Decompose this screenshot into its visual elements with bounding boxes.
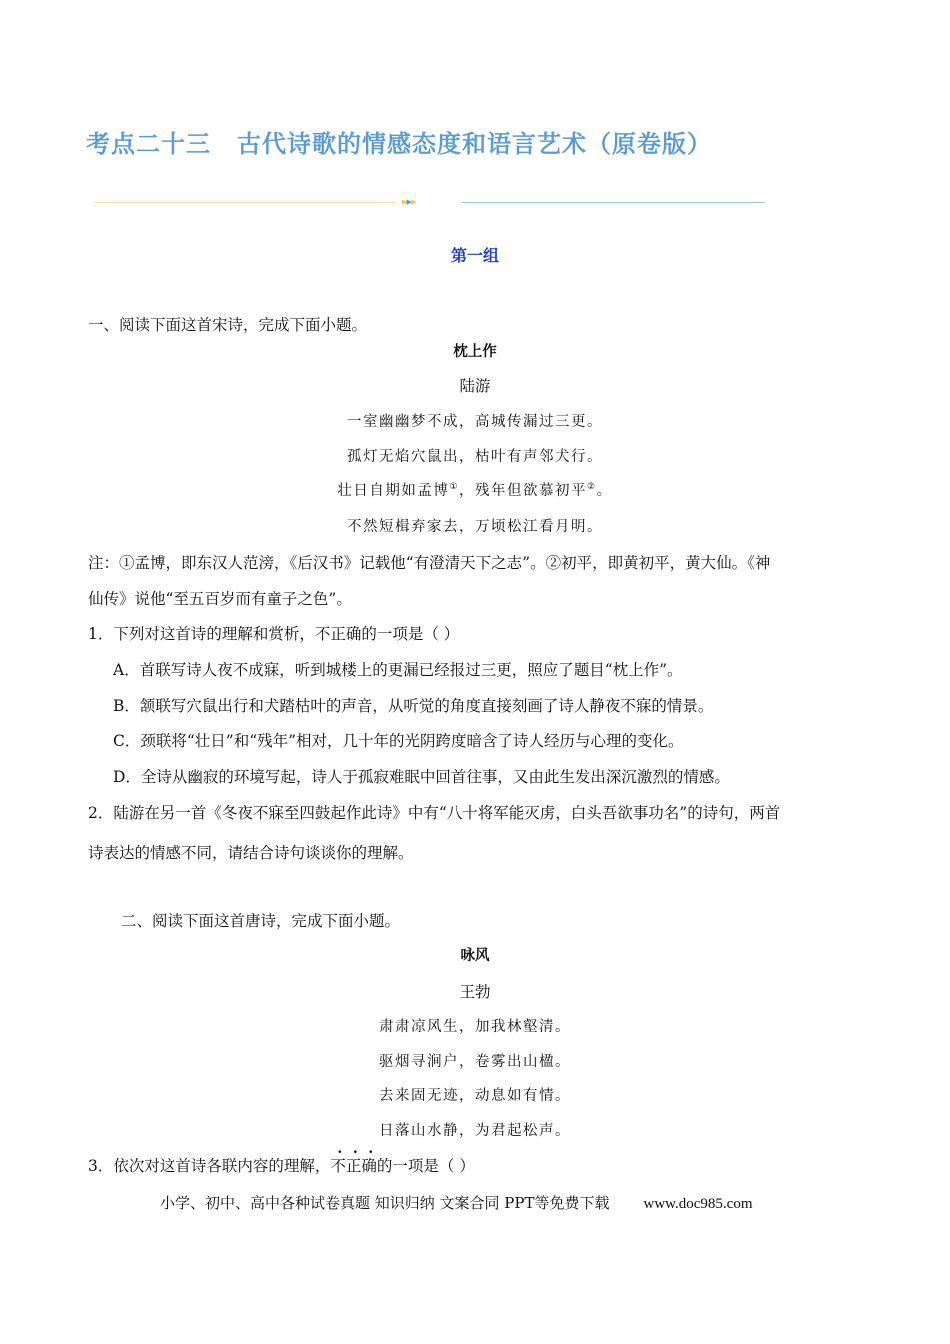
title-topic-number: 考点二十三 <box>86 130 211 158</box>
poem2-line: 日落山水静，为君起松声。 <box>379 1123 571 1139</box>
question-3 <box>88 1154 475 1176</box>
section2-intro: 二、阅读下面这首唐诗，完成下面小题。 <box>121 912 401 930</box>
option-b: B．颔联写穴鼠出行和犬踏枯叶的声音，从听觉的角度直接刻画了诗人静夜不寐的情景。 <box>113 697 714 715</box>
emphasis-char: 不 <box>330 1157 346 1175</box>
emphasis-char: 确 <box>361 1157 377 1175</box>
arrow-right-icon: ▸ <box>411 195 416 208</box>
group-title: 第一组 <box>450 246 499 265</box>
page-title <box>86 124 712 159</box>
question-3-text: 3．依次对这首诗各联内容的理解， <box>88 1157 331 1175</box>
title-topic-name: 古代诗歌的情感态度和语言艺术（原卷版） <box>237 130 712 158</box>
question-3-text: 的一项是（ ） <box>376 1157 475 1175</box>
poem2-line: 肃肃凉风生，加我林壑清。 <box>379 1019 571 1035</box>
note-text: 仙传》说他“至五百岁而有童子之色”。 <box>88 590 352 608</box>
question-2: 2．陆游在另一首《冬夜不寐至四鼓起作此诗》中有“八十将军能灭虏，白头吾欲事功名”的诗句，两首 <box>88 804 781 822</box>
poem1-line-part: 壮日自期如孟博 <box>337 483 450 499</box>
divider-right <box>462 202 765 203</box>
option-c: C．颈联将“壮日”和“残年”相对，几十年的光阴跨度暗含了诗人经历与心理的变化。 <box>113 732 684 750</box>
divider-arrows-icon <box>402 195 416 208</box>
poem1-line-part: ，残年但欲慕初平 <box>459 483 587 499</box>
arrow-right-icon: ▸ <box>402 195 407 208</box>
option-d: D．全诗从幽寂的环境写起，诗人于孤寂难眠中回首往事，又由此生发出深沉激烈的情感。 <box>113 768 730 786</box>
poem1-author: 陆游 <box>459 377 491 395</box>
option-a: A．首联写诗人夜不成寐，听到城楼上的更漏已经报过三更，照应了题目“枕上作”。 <box>113 661 683 679</box>
poem1-line: 不然短楫弃家去，万顷松江看月明。 <box>347 519 603 535</box>
note-marker: ② <box>587 482 597 493</box>
poem2-title: 咏风 <box>460 948 490 964</box>
footer-site-link[interactable]: www.doc985.com <box>643 1196 753 1212</box>
divider-left <box>93 202 396 203</box>
poem2-author: 王勃 <box>459 983 491 1001</box>
poem1-line: 一室幽幽梦不成，高城传漏过三更。 <box>347 414 603 430</box>
arrow-right-icon: ▸ <box>406 195 412 208</box>
poem2-line: 去来固无迹，动息如有情。 <box>379 1088 571 1104</box>
poem1-line: 孤灯无焰穴鼠出，枯叶有声邻犬行。 <box>347 449 603 465</box>
footer <box>160 1192 753 1213</box>
poem1-line-with-notes <box>0 479 950 500</box>
emphasis-char: 正 <box>345 1157 362 1175</box>
question-1: 1．下列对这首诗的理解和赏析，不正确的一项是（ ） <box>88 625 460 643</box>
poem2-line: 驱烟寻涧户，卷雾出山楹。 <box>379 1054 571 1070</box>
footer-text: 小学、初中、高中各种试卷真题 知识归纳 文案合同 PPT等免费下载 <box>160 1194 610 1212</box>
section1-intro: 一、阅读下面这首宋诗，完成下面小题。 <box>88 316 368 334</box>
poem1-line-part: 。 <box>596 483 613 499</box>
note-marker: ① <box>449 482 459 493</box>
question-2-cont: 诗表达的情感不同，请结合诗句谈谈你的理解。 <box>88 844 414 862</box>
note-text: 注：①孟博，即东汉人范滂，《后汉书》记载他“有澄清天下之志”。②初平，即黄初平，黄大仙。《神 <box>88 554 771 572</box>
poem1-title: 枕上作 <box>453 344 497 360</box>
